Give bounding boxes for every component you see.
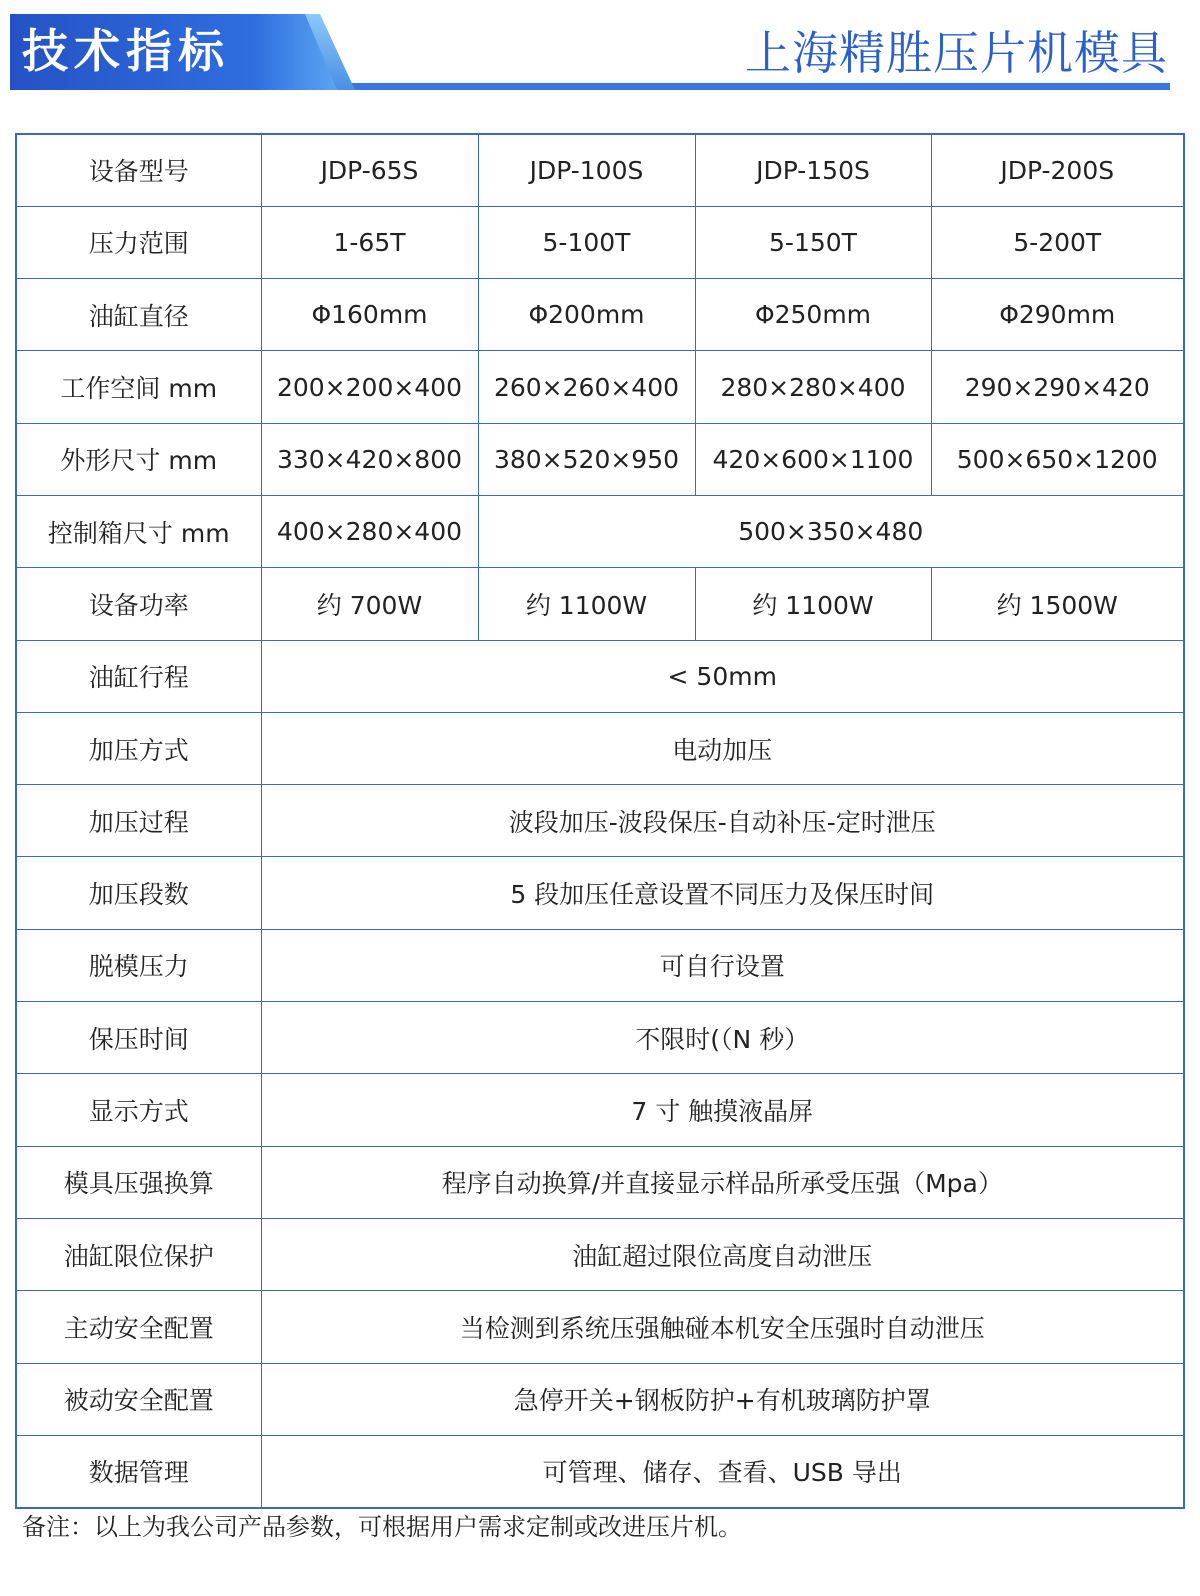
table-cell-merged: 油缸超过限位高度自动泄压 (261, 1218, 1184, 1290)
table-cell: 1-65T (261, 206, 478, 278)
table-cell: 290×290×420 (931, 351, 1184, 423)
table-row (16, 1074, 1184, 1146)
table-cell-merged: < 50mm (261, 640, 1184, 712)
row-label: 加压段数 (16, 857, 261, 929)
table-row (16, 640, 1184, 712)
table-row (16, 1363, 1184, 1435)
table-cell: 420×600×1100 (695, 423, 931, 495)
row-label: 油缸直径 (16, 279, 261, 351)
table-row (16, 1218, 1184, 1290)
row-label: 设备功率 (16, 568, 261, 640)
table-cell: 400×280×400 (261, 495, 478, 567)
table-cell: 约 700W (261, 568, 478, 640)
table-cell: 5-100T (478, 206, 695, 278)
table-cell-merged: 急停开关+钢板防护+有机玻璃防护罩 (261, 1363, 1184, 1435)
table-row (16, 495, 1184, 567)
table-cell-merged: 程序自动换算/并直接显示样品所承受压强（Mpa） (261, 1146, 1184, 1218)
table-row (16, 351, 1184, 423)
table-cell: 260×260×400 (478, 351, 695, 423)
page-title: 技术指标 (22, 24, 230, 78)
table-cell: 380×520×950 (478, 423, 695, 495)
table-cell-merged: 不限时(（N 秒） (261, 1002, 1184, 1074)
table-row (16, 206, 1184, 278)
page-header (0, 0, 1200, 100)
table-cell: Φ160mm (261, 279, 478, 351)
table-row (16, 1291, 1184, 1363)
table-cell: JDP-150S (695, 134, 931, 206)
row-label: 保压时间 (16, 1002, 261, 1074)
row-label: 控制箱尺寸 mm (16, 495, 261, 567)
row-label: 数据管理 (16, 1435, 261, 1507)
table-row (16, 134, 1184, 206)
row-label: 加压过程 (16, 785, 261, 857)
table-cell: JDP-100S (478, 134, 695, 206)
table-cell: JDP-65S (261, 134, 478, 206)
table-cell: 5-150T (695, 206, 931, 278)
table-cell: 约 1100W (478, 568, 695, 640)
table-cell: 330×420×800 (261, 423, 478, 495)
row-label: 油缸限位保护 (16, 1218, 261, 1290)
table-cell-merged: 当检测到系统压强触碰本机安全压强时自动泄压 (261, 1291, 1184, 1363)
table-cell-merged: 波段加压-波段保压-自动补压-定时泄压 (261, 785, 1184, 857)
row-label: 加压方式 (16, 712, 261, 784)
brand-name: 上海精胜压片机模具 (745, 26, 1168, 80)
table-row (16, 1002, 1184, 1074)
row-label: 油缸行程 (16, 640, 261, 712)
table-cell: 200×200×400 (261, 351, 478, 423)
row-label: 模具压强换算 (16, 1146, 261, 1218)
table-cell: 5-200T (931, 206, 1184, 278)
table-row (16, 1146, 1184, 1218)
table-cell: 约 1500W (931, 568, 1184, 640)
table-cell-merged: 500×350×480 (478, 495, 1184, 567)
table-cell: 280×280×400 (695, 351, 931, 423)
table-cell-merged: 电动加压 (261, 712, 1184, 784)
row-label: 外形尺寸 mm (16, 423, 261, 495)
row-label: 主动安全配置 (16, 1291, 261, 1363)
row-label: 显示方式 (16, 1074, 261, 1146)
table-row (16, 279, 1184, 351)
table-row (16, 857, 1184, 929)
table-cell: Φ290mm (931, 279, 1184, 351)
table-cell-merged: 可自行设置 (261, 929, 1184, 1001)
table-row (16, 929, 1184, 1001)
table-row (16, 712, 1184, 784)
table-row (16, 1435, 1184, 1507)
row-label: 被动安全配置 (16, 1363, 261, 1435)
table-cell: Φ250mm (695, 279, 931, 351)
table-row (16, 785, 1184, 857)
table-cell: 约 1100W (695, 568, 931, 640)
table-cell: JDP-200S (931, 134, 1184, 206)
row-label: 设备型号 (16, 134, 261, 206)
table-cell-merged: 可管理、储存、查看、USB 导出 (261, 1435, 1184, 1507)
row-label: 压力范围 (16, 206, 261, 278)
table-row (16, 568, 1184, 640)
table-cell-merged: 5 段加压任意设置不同压力及保压时间 (261, 857, 1184, 929)
table-cell-merged: 7 寸 触摸液晶屏 (261, 1074, 1184, 1146)
spec-table (15, 133, 1185, 1509)
table-cell: Φ200mm (478, 279, 695, 351)
table-cell: 500×650×1200 (931, 423, 1184, 495)
row-label: 工作空间 mm (16, 351, 261, 423)
footnote: 备注：以上为我公司产品参数，可根据用户需求定制或改进压片机。 (22, 1513, 742, 1541)
table-row (16, 423, 1184, 495)
row-label: 脱模压力 (16, 929, 261, 1001)
